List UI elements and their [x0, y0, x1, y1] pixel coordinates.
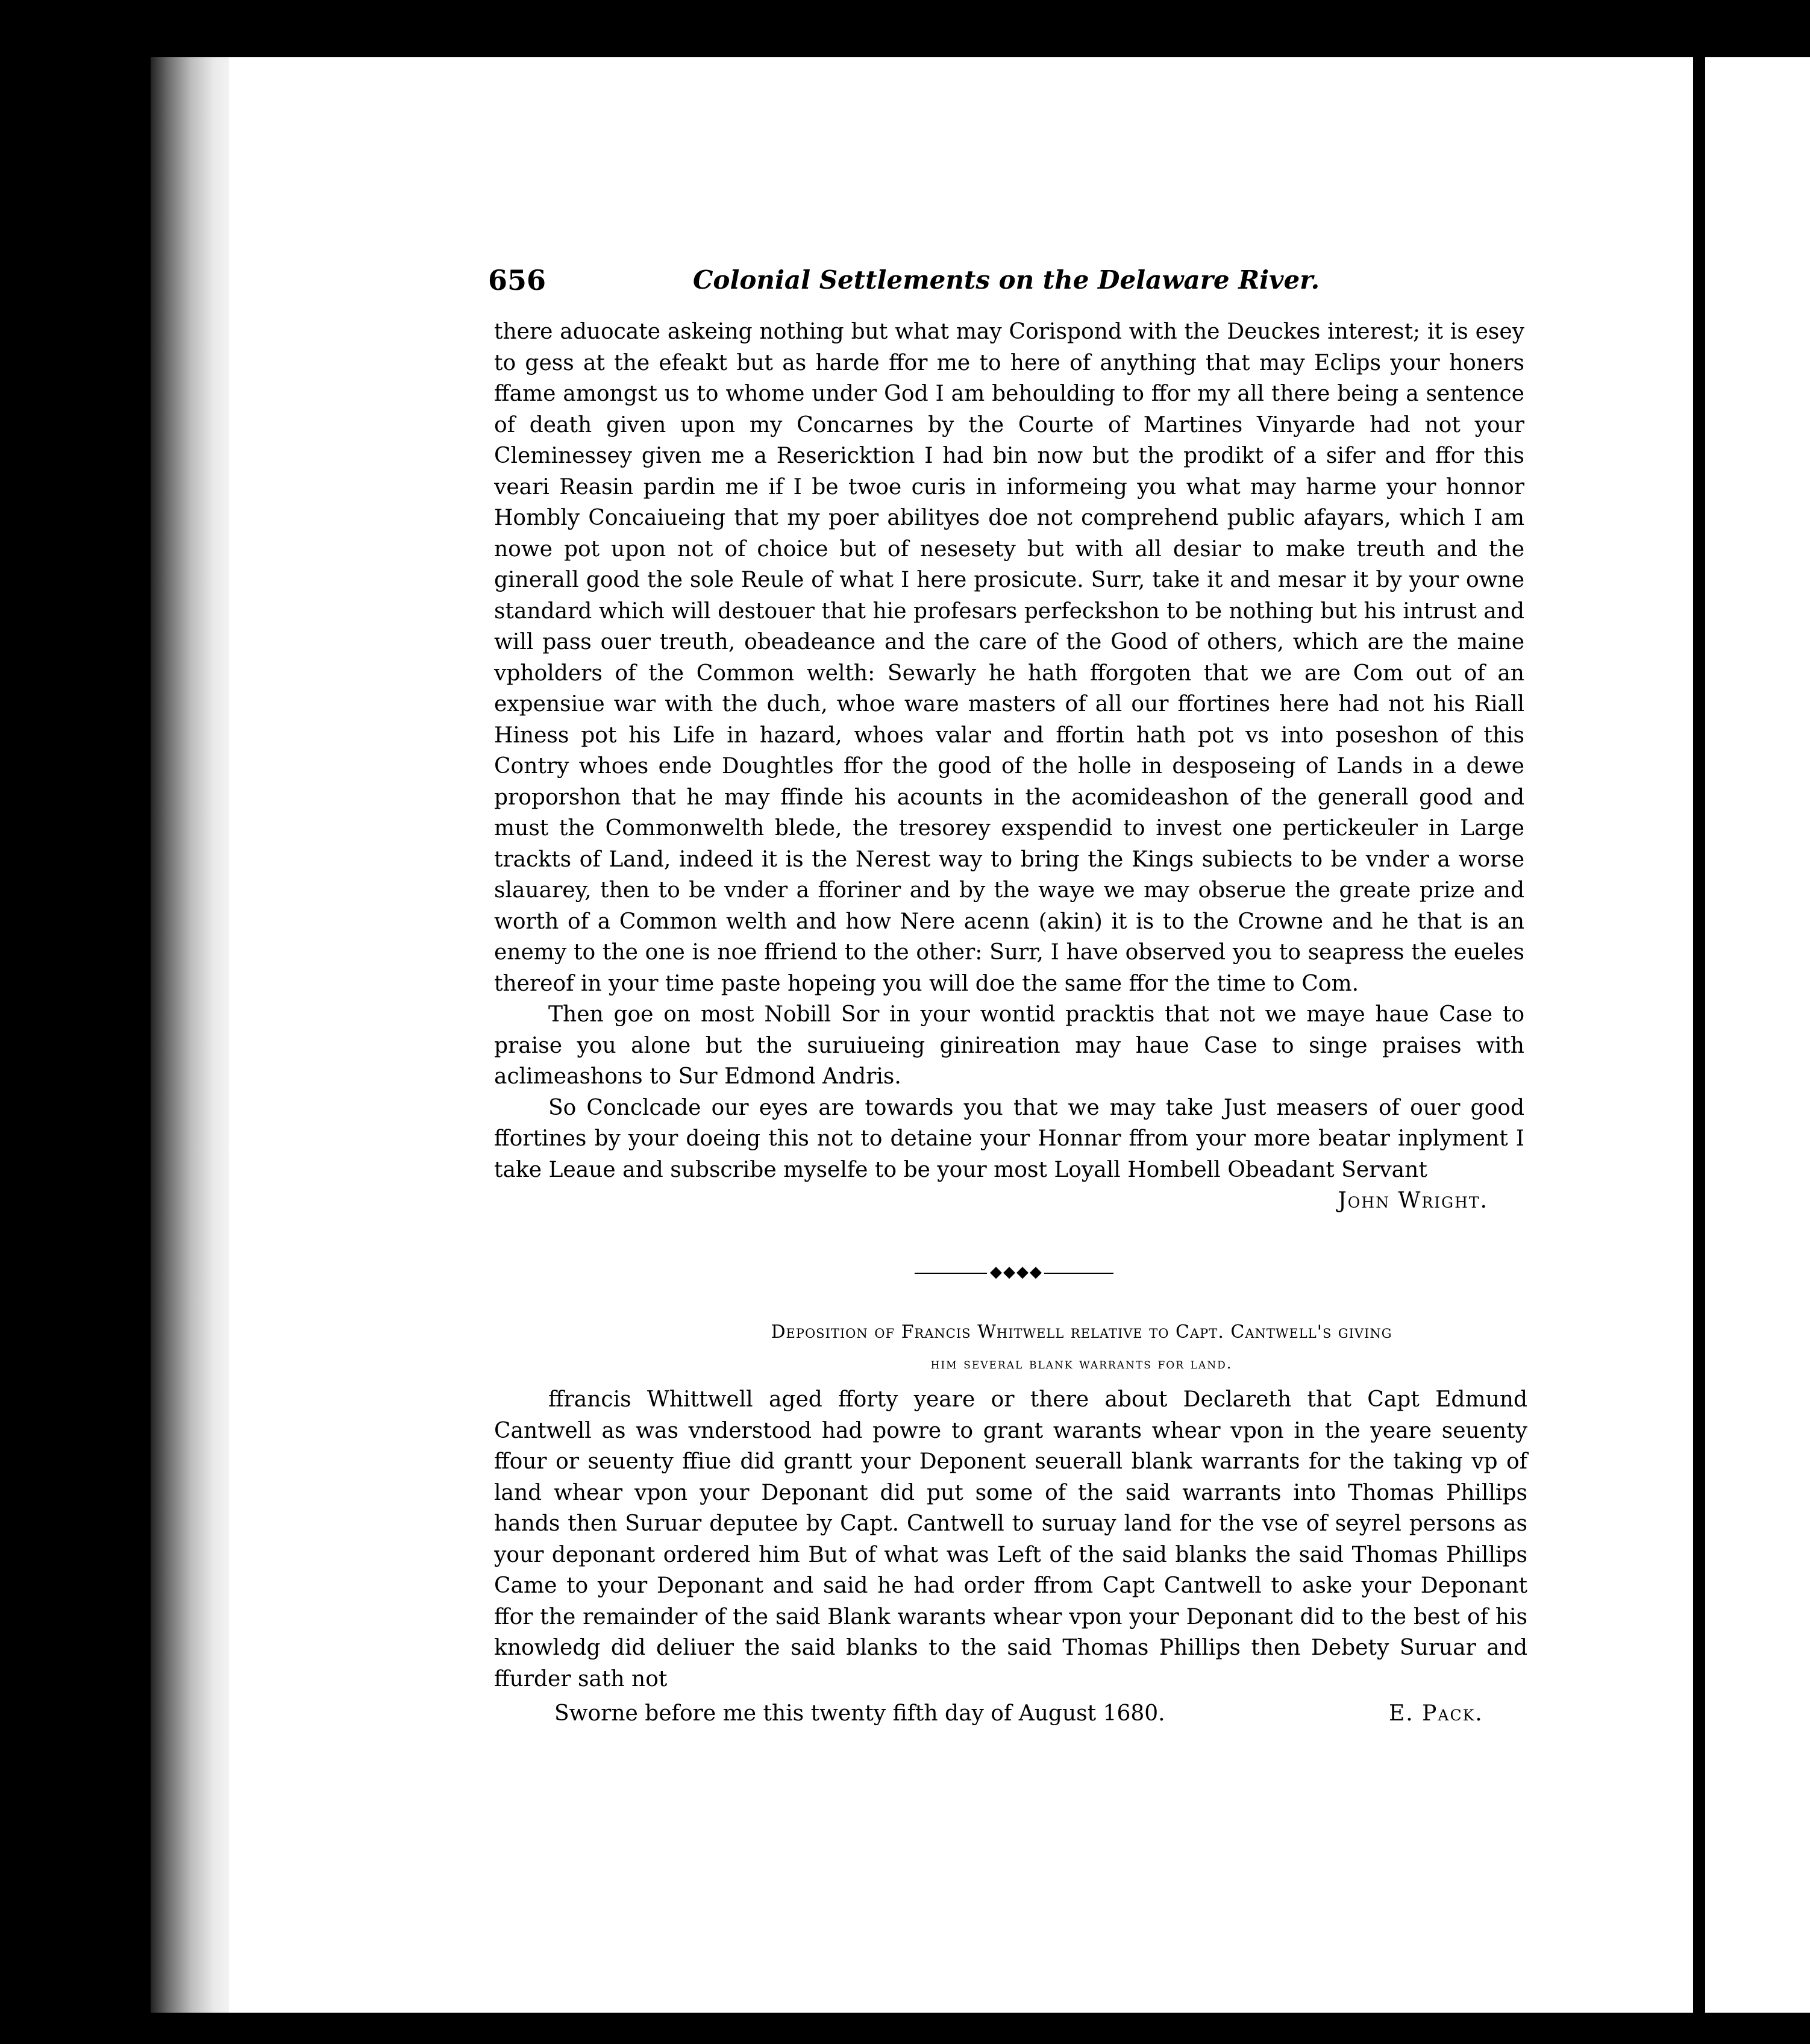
divider-rule-right [1044, 1273, 1113, 1274]
page-number: 656 [488, 264, 546, 296]
page-header [488, 259, 1323, 301]
letter-paragraph: there aduocate askeing nothing but what may Corispond with the Deuckes interest; it is esey to gess at the efeakt but as harde ffor me to here of anything that may Eclips your honers ffame amongst us to whome under God I am behoulding to ffor my all there being a sentence of death given upon my Concarnes by the Courte of Martines Vinyarde had not your Cleminessey given me a Resericktion I had bin now but the prodikt of a sifer and ffor this veari Reasin pardin me if I be twoe curis in informeing you what may harme your honnor Hombly Concaiueing that my poer abilityes doe not comprehend public afayars, which I am nowe pot upon not of choice but of nesesety but with all desiar to make treuth and the ginerall good the sole Reule of what I here prosicute. Surr, take it and mesar it by your owne standard which will destouer that hie profesars perfeckshon to be nothing but his intrust and will pass ouer treuth, obeadeance and the care of the Good of others, which are the maine vpholders of the Common welth: Sewarly he hath fforgoten that we are Com out of an expensiue war with the duch, whoe ware masters of all our ffortines here had not his Riall Hiness pot his Life in hazard, whoes valar and ffortin hath pot vs into poseshon of this Contry whoes ende Doughtles ffor the good of the holle in desposeing of Lands in a dewe proporshon that he may ffinde his acounts in the acomideashon of the generall good and must the Commonwelth blede, the tresorey exspendid to invest one pertickeuler in Large trackts of Land, indeed it is the Nerest way to bring the Kings subiects to be vnder a worse slauarey, then to be vnder a fforiner and by the waye we may obserue the greate prize and worth of a Common welth and how Nere acenn (akin) it is to the Crowne and he that is an enemy to the one is noe ffriend to the other: Surr, I have observed you to seapress the eueles thereof in your time paste hopeing you will doe the same ffor the time to Com. [494, 319, 1524, 996]
sworne-statement: Sworne before me this twenty fifth day of August 1680. [554, 1701, 1165, 1726]
section-divider-ornament [915, 1264, 1113, 1282]
letter-text [494, 316, 1524, 1217]
letter-signature: John Wright. [1338, 1188, 1488, 1213]
divider-rule-left [915, 1273, 987, 1274]
deposition-text [494, 1384, 1527, 1694]
letter-paragraph: Then goe on most Nobill Sor in your wontid pracktis that not we maye haue Case to praise you alone but the suruiueing ginireation may haue Case to singe praises with aclimeashons to Sur Edmond Andris. [494, 1002, 1524, 1089]
attestation-signature: E. Pack. [1389, 1701, 1483, 1726]
page-gutter-edge [1693, 57, 1705, 2013]
deposition-body: ffrancis Whittwell aged fforty yeare or there about Declareth that Capt Edmund Cantwell as was vnderstood had powre to grant warants whear vpon in the yeare seuenty ffour or seuenty ffiue did grantt your Deponent seuerall blank warrants for the taking vp of land whear vpon your Deponant did put some of the said warrants into Thomas Phillips hands then Suruar deputee by Capt. Cantwell to suruay land for the vse of seyrel persons as your deponant ordered him But of what was Left of the said blanks the said Thomas Phillips Came to your Deponant and said he had order ffrom Capt Cantwell to aske your Deponant ffor the remainder of the said Blank warants whear vpon your Deponant did to the best of his knowledg did deliuer the said blanks to the said Thomas Phillips then Debety Suruar and ffurder sath not [494, 1387, 1527, 1691]
divider-diamonds: ◆◆◆◆ [990, 1263, 1043, 1281]
book-spine-shadow [151, 57, 241, 2013]
letter-paragraph: So Conclcade our eyes are towards you that we may take Just measers of ouer good ffortines by your doeing this not to detaine your Honnar ffrom your more beatar inplyment I take Leaue and subscribe myselfe to be your most Loyall Hombell Obeadant Servant [494, 1095, 1524, 1182]
attestation-line [554, 1698, 1494, 1729]
deposition-heading-line1: Deposition of Francis Whitwell relative to Capt. Cantwell's giving [771, 1321, 1392, 1343]
deposition-heading [633, 1317, 1530, 1379]
facing-page-edge [1705, 57, 1810, 2013]
running-title: Colonial Settlements on the Delaware River. [693, 265, 1320, 295]
deposition-heading-line2: him several blank warrants for land. [930, 1355, 1233, 1372]
